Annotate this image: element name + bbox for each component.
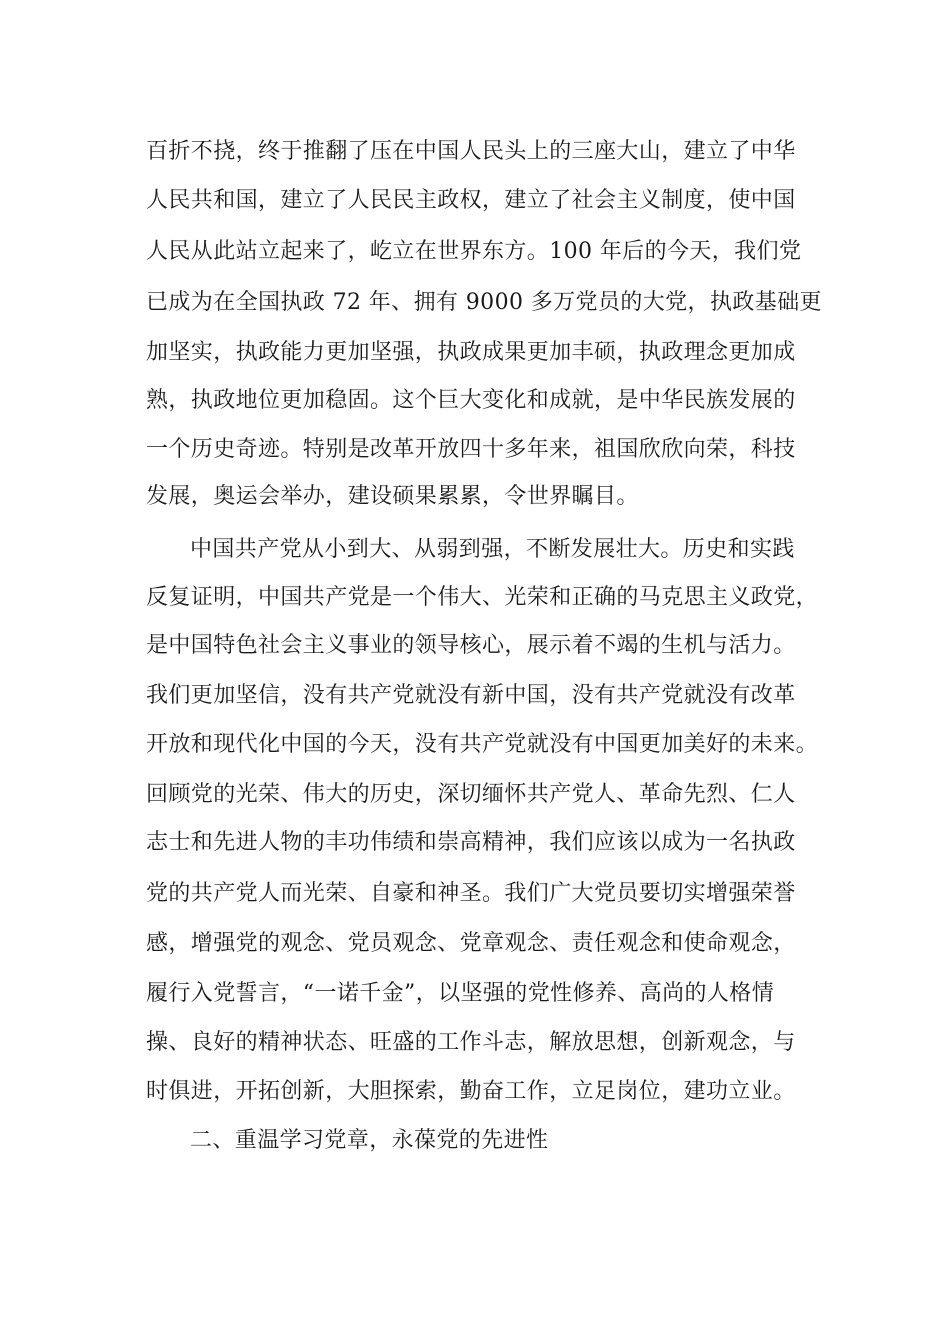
paragraph-2-line-1: 中国共产党从小到大、从弱到强，不断发展壮大。历史和实践 bbox=[190, 537, 795, 562]
paragraph-1-line-2: 人民共和国，建立了人民民主政权，建立了社会主义制度，使中国 bbox=[146, 188, 796, 213]
paragraph-2-line-11: 操、良好的精神状态、旺盛的工作斗志，解放思想，创新观念，与 bbox=[146, 1030, 796, 1055]
paragraph-1-line-6: 熟，执政地位更加稳固。这个巨大变化和成就，是中华民族发展的 bbox=[146, 388, 796, 413]
paragraph-1-line-5: 加坚实，执政能力更加坚强，执政成果更加丰硕，执政理念更加成 bbox=[146, 340, 796, 365]
paragraph-1-line-1: 百折不挠，终于推翻了压在中国人民头上的三座大山，建立了中华 bbox=[146, 139, 796, 164]
paragraph-1-line-8: 发展，奥运会举办，建设硕果累累，令世界瞩目。 bbox=[146, 484, 639, 509]
paragraph-2-line-8: 党的共产党人而光荣、自豪和神圣。我们广大党员要切实增强荣誉 bbox=[146, 881, 796, 906]
section-heading: 二、重温学习党章，永葆党的先进性 bbox=[190, 1128, 549, 1153]
paragraph-2-line-9: 感，增强党的观念、党员观念、党章观念、责任观念和使命观念， bbox=[146, 931, 796, 956]
paragraph-2-line-6: 回顾党的光荣、伟大的历史，深切缅怀共产党人、革命先烈、仁人 bbox=[146, 782, 796, 807]
paragraph-2-line-10: 履行入党誓言，“一诺千金”，以坚强的党性修养、高尚的人格情 bbox=[146, 981, 775, 1006]
paragraph-2-line-2: 反复证明，中国共产党是一个伟大、光荣和正确的马克思主义政党， bbox=[146, 585, 819, 610]
paragraph-2-line-12: 时俱进，开拓创新，大胆探索，勤奋工作，立足岗位，建功立业。 bbox=[146, 1079, 796, 1104]
paragraph-2-line-3: 是中国特色社会主义事业的领导核心，展示着不竭的生机与活力。 bbox=[146, 633, 796, 658]
paragraph-2-line-7: 志士和先进人物的丰功伟绩和崇高精神，我们应该以成为一名执政 bbox=[146, 830, 796, 855]
paragraph-2-line-4: 我们更加坚信，没有共产党就没有新中国，没有共产党就没有改革 bbox=[146, 683, 796, 708]
paragraph-2-line-5: 开放和现代化中国的今天，没有共产党就没有中国更加美好的未来。 bbox=[146, 732, 819, 757]
paragraph-1-line-3: 人民从此站立起来了，屹立在世界东方。100 年后的今天，我们党 bbox=[146, 239, 802, 264]
paragraph-1-line-4: 已成为在全国执政 72 年、拥有 9000 多万党员的大党，执政基础更 bbox=[146, 290, 822, 315]
paragraph-1-line-7: 一个历史奇迹。特别是改革开放四十多年来，祖国欣欣向荣，科技 bbox=[146, 437, 796, 462]
